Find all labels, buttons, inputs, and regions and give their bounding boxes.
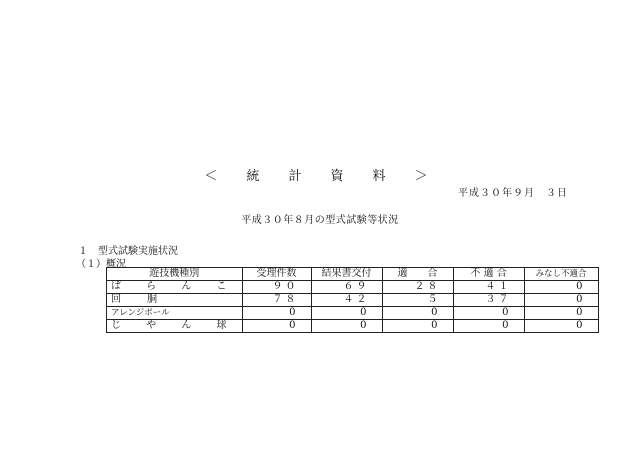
row-issued: 0 xyxy=(311,320,382,333)
row-nonconforming: 0 xyxy=(453,320,524,333)
document-subtitle: 平成３０年８月の型式試験等状況 xyxy=(241,215,399,226)
row-deemed-nonconforming: 0 xyxy=(524,281,598,294)
table-row xyxy=(107,320,599,333)
row-machine-type: じ や ん 球 xyxy=(107,320,243,333)
row-conforming: ５ xyxy=(382,294,453,307)
row-conforming: 0 xyxy=(382,320,453,333)
row-machine-type: ぱ ら ん こ xyxy=(107,281,243,294)
header-received: 受理件数 xyxy=(242,268,311,281)
table-row xyxy=(107,294,599,307)
header-nonconforming: 不 適 合 xyxy=(453,268,524,281)
section-heading: １ 型式試験実施状況 xyxy=(78,246,178,257)
table-row xyxy=(107,307,599,320)
row-conforming: ２８ xyxy=(382,281,453,294)
row-deemed-nonconforming: 0 xyxy=(524,320,598,333)
row-machine-type: アレンジボール xyxy=(107,307,243,320)
table-header-row xyxy=(107,268,599,281)
header-issued: 結果書交付 xyxy=(311,268,382,281)
header-machine-type: 遊技機種別 xyxy=(107,268,243,281)
row-issued: ４２ xyxy=(311,294,382,307)
row-received: 0 xyxy=(242,320,311,333)
row-machine-type: 回 胴 xyxy=(107,294,243,307)
type-test-status-table xyxy=(106,267,599,333)
row-deemed-nonconforming: 0 xyxy=(524,294,598,307)
header-deemed-nonconforming: みなし不適合 xyxy=(524,268,598,281)
row-received: 0 xyxy=(242,307,311,320)
document-title: ＜ 統 計 資 料 ＞ xyxy=(204,169,436,184)
row-nonconforming: 0 xyxy=(453,307,524,320)
row-received: ７８ xyxy=(242,294,311,307)
document-date: 平成３０年９月 ３日 xyxy=(458,188,568,199)
table-row xyxy=(107,281,599,294)
row-deemed-nonconforming: 0 xyxy=(524,307,598,320)
row-nonconforming: ３７ xyxy=(453,294,524,307)
row-issued: 0 xyxy=(311,307,382,320)
row-nonconforming: ４１ xyxy=(453,281,524,294)
subsection-heading: （１）概況 xyxy=(76,259,126,270)
header-conforming: 適 合 xyxy=(382,268,453,281)
row-issued: ６９ xyxy=(311,281,382,294)
row-conforming: 0 xyxy=(382,307,453,320)
row-received: ９０ xyxy=(242,281,311,294)
